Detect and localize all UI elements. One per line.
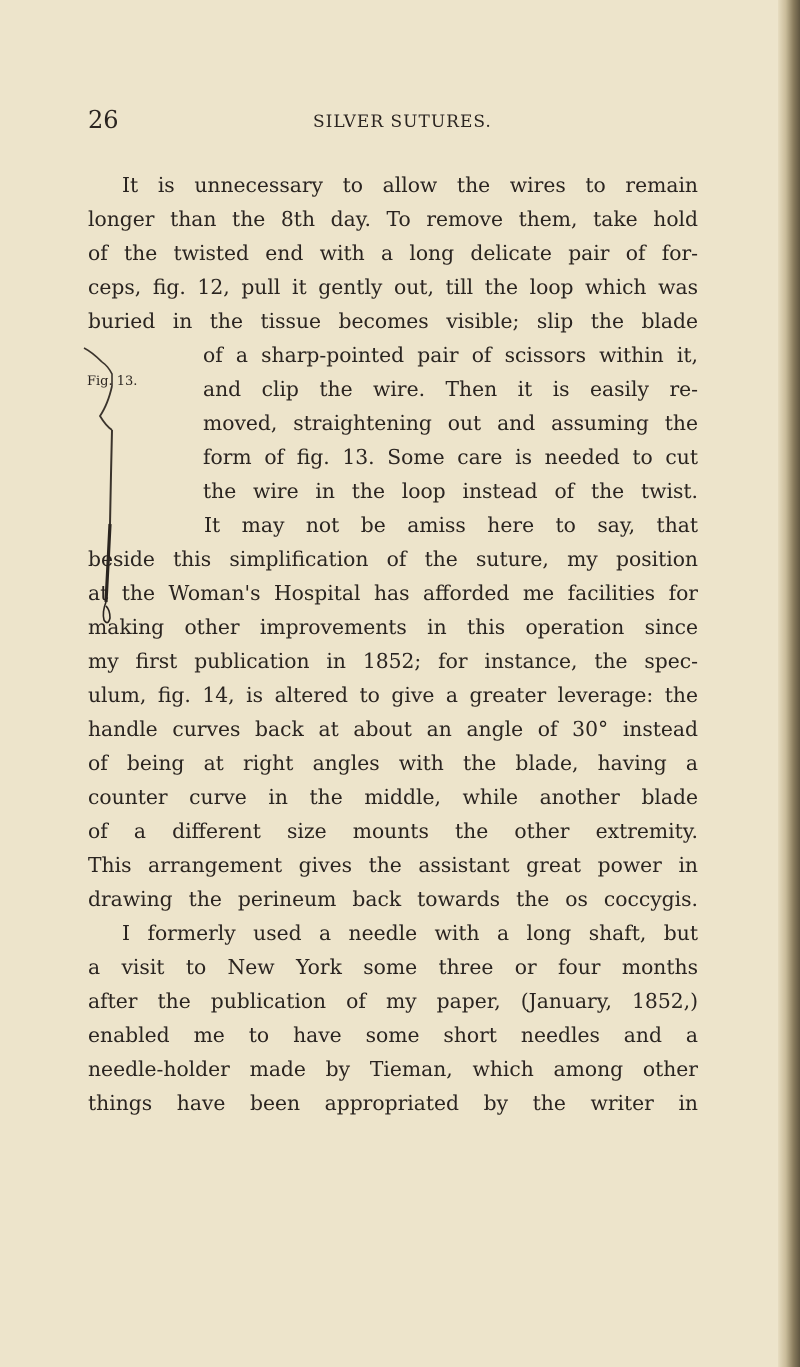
text-line: needle-holder made by Tieman, which among other — [88, 1057, 698, 1081]
text-line: beside this simplification of the suture, my position — [88, 547, 698, 571]
text-line: ceps, fig. 12, pull it gently out, till the loop which was — [88, 275, 698, 299]
text-line: counter curve in the middle, while another blade — [88, 785, 698, 809]
page-number: 26 — [88, 106, 119, 134]
text-line: of being at right angles with the blade, having a — [88, 751, 698, 775]
text-line: making other improvements in this operation since — [88, 615, 698, 639]
text-line: moved, straightening out and assuming the — [203, 411, 698, 435]
text-line: after the publication of my paper, (January, 1852,) — [88, 989, 698, 1013]
text-line: my first publication in 1852; for instance, the spec- — [88, 649, 698, 673]
text-line: drawing the perineum back towards the os coccygis. — [88, 887, 698, 911]
text-line: I formerly used a needle with a long shaft, but — [122, 921, 698, 945]
text-line: the wire in the loop instead of the twist. — [203, 479, 698, 503]
page-header — [0, 100, 800, 140]
text-line: enabled me to have some short needles and a — [88, 1023, 698, 1047]
text-line: at the Woman's Hospital has afforded me facilities for — [88, 581, 698, 605]
text-line: form of fig. 13. Some care is needed to cut — [203, 445, 698, 469]
text-line: buried in the tissue becomes visible; slip the blade — [88, 309, 698, 333]
text-line: of the twisted end with a long delicate pair of for- — [88, 241, 698, 265]
text-line: It is unnecessary to allow the wires to remain — [122, 173, 698, 197]
text-line: ulum, fig. 14, is altered to give a greater leverage: the — [88, 683, 698, 707]
figure-caption: Fig. 13. — [87, 374, 138, 389]
page-edge-shadow — [778, 0, 800, 1367]
text-line: of a different size mounts the other extremity. — [88, 819, 698, 843]
text-line: of a sharp-pointed pair of scissors within it, — [203, 343, 698, 367]
text-line: This arrangement gives the assistant great power in — [88, 853, 698, 877]
text-line: handle curves back at about an angle of 30° instead — [88, 717, 698, 741]
text-line: longer than the 8th day. To remove them, take hold — [88, 207, 698, 231]
text-line: a visit to New York some three or four months — [88, 955, 698, 979]
text-line: things have been appropriated by the writer in — [88, 1091, 698, 1115]
text-line: It may not be amiss here to say, that — [204, 513, 698, 537]
text-line: and clip the wire. Then it is easily re- — [203, 377, 698, 401]
running-title: SILVER SUTURES. — [313, 112, 492, 132]
